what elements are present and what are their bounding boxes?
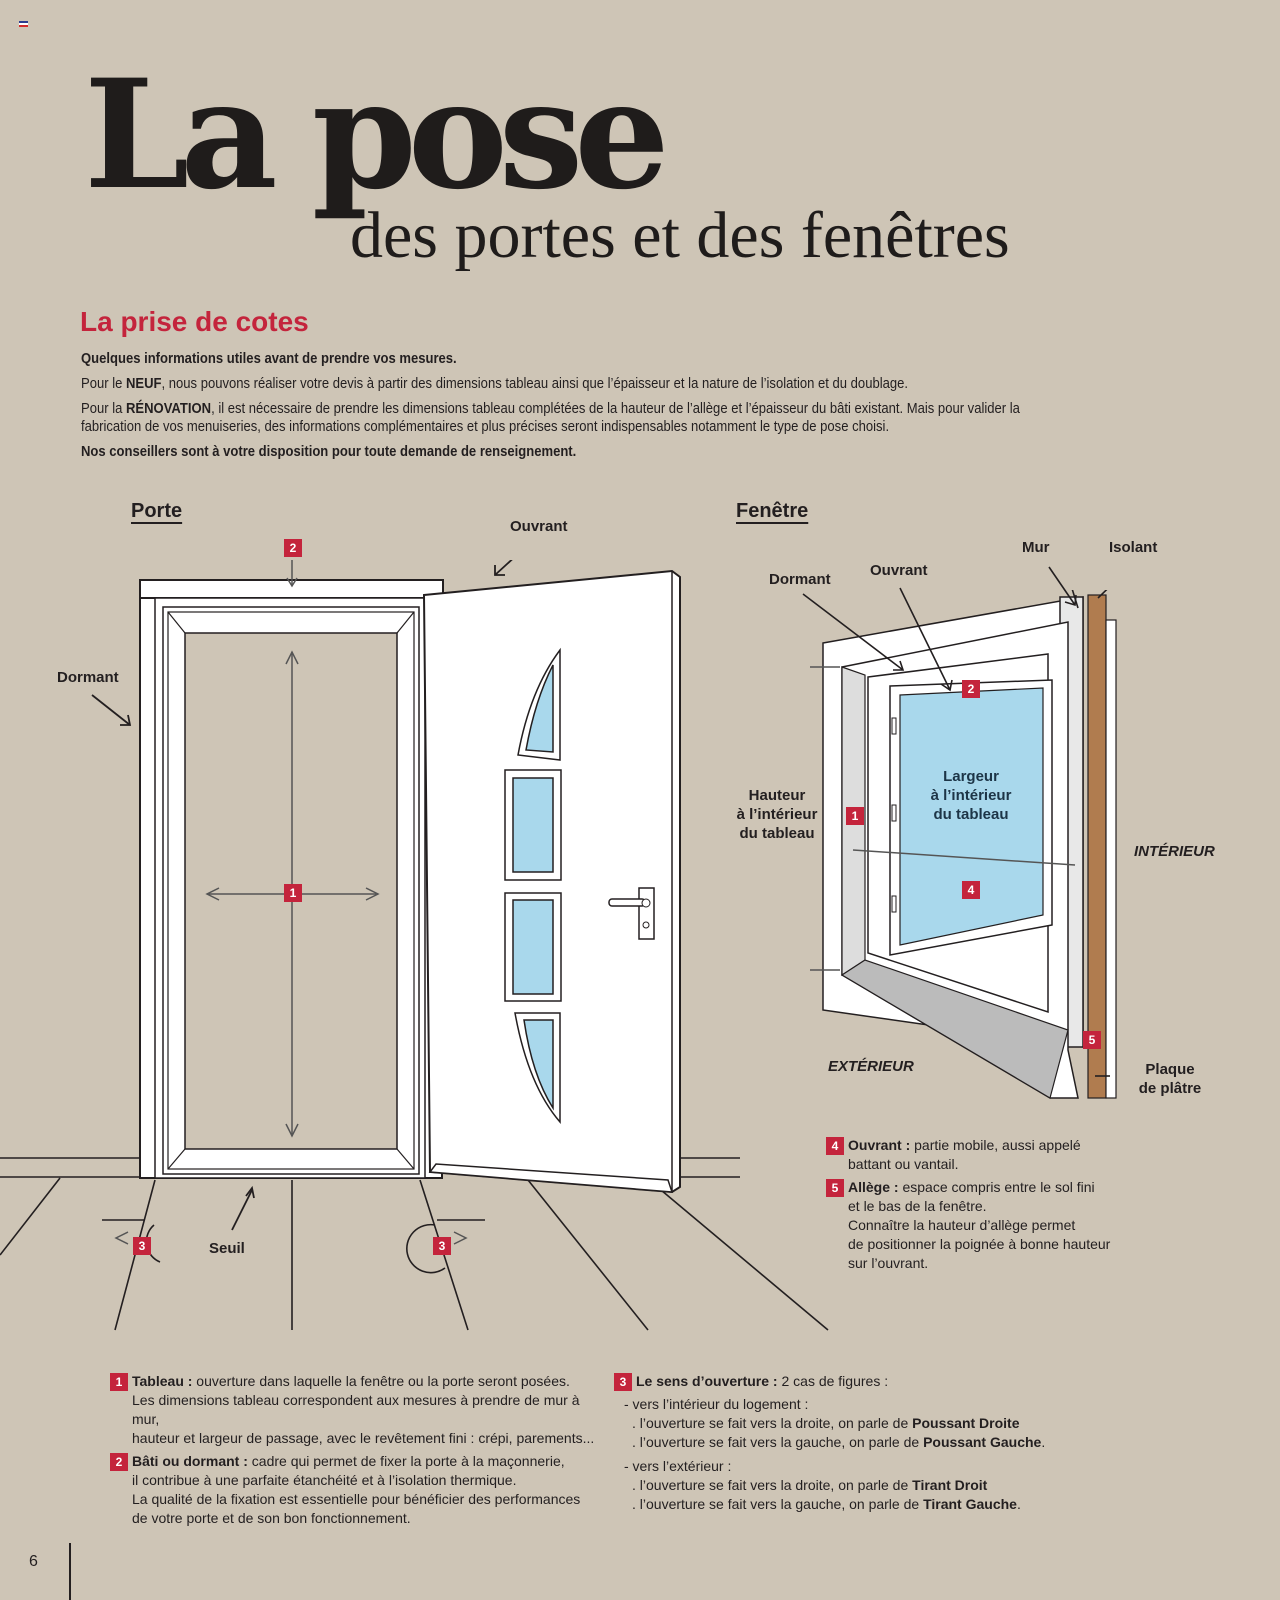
section-title: La prise de cotes: [80, 306, 309, 337]
intro-renovation: Pour la RÉNOVATION, il est nécessaire de prendre les dimensions tableau complétées de la hauteur de l’allège et l’épaisseur du bâti existant. Mais pour valider la fabrication de vos menuiseries, des informations complémentaires et plus précises seront indispensables notamment le type de pose choisi.: [81, 401, 1020, 435]
porte-label-ouvrant: Ouvrant: [510, 518, 568, 535]
legend-item-4: 4 Ouvrant : partie mobile, aussi appelé battant ou vantail.: [826, 1136, 1116, 1174]
fenetre-label-interieur: INTÉRIEUR: [1134, 843, 1215, 860]
fenetre-label-exterieur: EXTÉRIEUR: [828, 1058, 914, 1075]
page-subtitle: des portes et des fenêtres: [350, 199, 1010, 272]
legend-window: [826, 1136, 1116, 1277]
fenetre-badge-4: 4: [962, 881, 980, 899]
door-diagram: [0, 560, 830, 1340]
legend-item-2: 2 Bâti ou dormant : cadre qui permet de fixer la porte à la maçonnerie, il contribue à une parfaite étanchéité et à l’isolation thermique. La qualité de la fixation est essentielle pour bénéficier des performances de votre porte et de son bon fonctionnement.: [110, 1452, 600, 1528]
porte-heading: Porte: [131, 500, 183, 522]
flag-icon: [19, 21, 28, 27]
fenetre-label-mur: Mur: [1022, 539, 1050, 556]
legend-left: [110, 1372, 600, 1532]
fenetre-label-largeur: Largeur à l’intérieur du tableau: [930, 768, 1012, 823]
intro-closing: Nos conseillers sont à votre disposition pour toute demande de renseignement.: [81, 444, 577, 460]
fenetre-label-isolant: Isolant: [1109, 539, 1158, 556]
fenetre-label-dormant: Dormant: [769, 571, 831, 588]
fenetre-badge-2: 2: [962, 680, 980, 698]
porte-label-seuil: Seuil: [209, 1240, 245, 1257]
fenetre-label-ouvrant: Ouvrant: [870, 562, 928, 579]
porte-label-dormant: Dormant: [57, 669, 119, 686]
fenetre-heading: Fenêtre: [736, 500, 809, 522]
porte-badge-3-right: 3: [433, 1237, 451, 1255]
page-divider: [69, 1543, 71, 1600]
fenetre-label-plaque: Plaque de plâtre: [1138, 1061, 1202, 1097]
legend-item-1: 1 Tableau : ouverture dans laquelle la fenêtre ou la porte seront posées. Les dimensions tableau correspondent aux mesures à prendre de mur à mur, hauteur et largeur de passage, avec le revêtement fini : crépi, parements...: [110, 1372, 600, 1448]
porte-badge-2: 2: [284, 539, 302, 557]
porte-badge-1: 1: [284, 884, 302, 902]
fenetre-label-hauteur: Hauteur à l’intérieur du tableau: [736, 787, 818, 842]
porte-badge-3-left: 3: [133, 1237, 151, 1255]
legend-item-5: 5 Allège : espace compris entre le sol fini et le bas de la fenêtre. Connaître la hauteur d’allège permet de positionner la poignée à bonne hauteur sur l’ouvrant.: [826, 1178, 1116, 1273]
fenetre-badge-1: 1: [846, 807, 864, 825]
intro-text: [81, 350, 1026, 468]
intro-lead: Quelques informations utiles avant de prendre vos mesures.: [81, 351, 457, 367]
legend-item-3: 3 Le sens d’ouverture : 2 cas de figures : - vers l’intérieur du logement : . l’ouverture se fait vers la droite, on parle de Poussant Droite . l’ouverture se fait vers la gauche, on parle de Poussant Gauche. - vers l’extérieur : . l’ouverture se fait vers la droite, on parle de Tirant Droit . l’ouverture se fait vers la gauche, on parle de Tirant Gauche.: [614, 1372, 1094, 1514]
fenetre-badge-5: 5: [1083, 1031, 1101, 1049]
page-title: La pose: [84, 47, 661, 223]
page-number: 6: [29, 1553, 38, 1570]
intro-neuf: Pour le NEUF, nous pouvons réaliser votre devis à partir des dimensions tableau ainsi que l’épaisseur et la nature de l’isolation et du doublage.: [81, 376, 909, 392]
